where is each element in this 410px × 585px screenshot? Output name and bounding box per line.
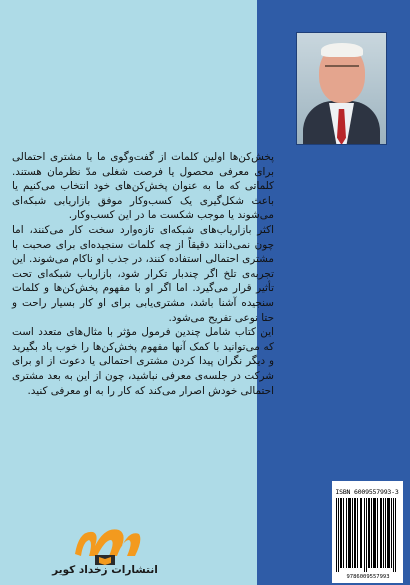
author-photo <box>296 32 387 145</box>
barcode-icon <box>336 498 398 572</box>
blurb-paragraph: پخش‌کن‌ها اولین کلمات از گفت‌وگوی ما با مشتری احتمالی برای معرفی محصول یا فرصت شغلی مدّ نظرمان هستند. کلماتی که ما به عنوان پخش‌کن‌های خود انتخاب می‌کنیم یا باعث شکل‌گیری یک کسب‌وکار موفق بازاریابی شبکه‌ای می‌شوند یا موجب شکست ما در این کسب‌وکار. <box>12 151 274 222</box>
isbn-text: ISBN 6009557993-3 <box>335 488 399 496</box>
publisher-name: انتشارات زخداد کویر <box>52 564 158 576</box>
blurb-paragraph: این کتاب شامل چندین فرمول مؤثر با مثال‌های متعدد است که می‌توانید با کمک آنها مفهوم پخش‌کن‌ها را خوب یاد بگیرید و دیگر نگران پیدا کردن مشتری احتمالی یا دعوت از او برای شرکت در جلسه‌ی معرفی نباشید، چون از این به بعد مشتری احتمالی خودش اصرار می‌کند که کار را به او معرفی کنید. <box>12 326 274 397</box>
barcode-number: 9786009557993 <box>346 574 390 580</box>
publisher-logo-icon <box>65 516 145 566</box>
blurb-text <box>12 150 274 398</box>
blurb-paragraph: اکثر بازاریاب‌های شبکه‌ای تازه‌وارد سخت کار می‌کنند، اما چون نمی‌دانند دقیقاً از چه کلمات سنجیده‌ای برای صحبت با مشتری احتمالی استفاده کنند، در جذب او ناکام می‌شوند. این تجربه‌ی تلخ اگر چندبار تکرار شود، بازاریاب شبکه‌ای تحت تأثیر قرار می‌گیرد. اما اگر او با مفهوم پخش‌کن‌ها و کلمات سنجیده آشنا باشد، مشتری‌یابی برای او کار بسیار راحت و حتا نوعی تفریح می‌شود. <box>12 223 274 324</box>
